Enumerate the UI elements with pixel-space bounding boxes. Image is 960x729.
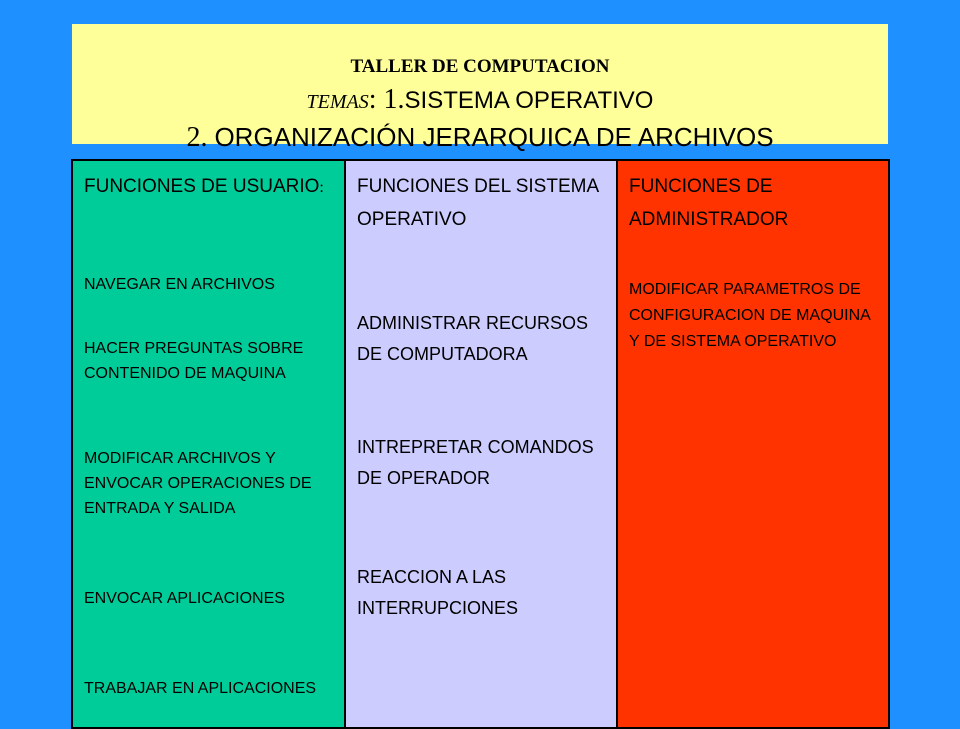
os-function-item: ADMINISTRAR RECURSOS DE COMPUTADORA: [357, 313, 589, 364]
admin-functions-column: [618, 161, 888, 727]
functions-table: [71, 159, 890, 729]
title-box: [72, 24, 888, 153]
admin-function-item: MODIFICAR PARAMETROS DE CONFIGURACION DE MAQUINA Y DE SISTEMA OPERATIVO: [629, 281, 870, 350]
topic-1: SISTEMA OPERATIVO: [404, 87, 654, 114]
user-function-item: MODIFICAR ARCHIVOS Y ENVOCAR OPERACIONES DE ENTRADA Y SALIDA: [84, 450, 312, 517]
topic-2: ORGANIZACIÓN JERARQUICA DE ARCHIVOS: [214, 122, 774, 152]
os-functions-heading: FUNCIONES DEL SISTEMA OPERATIVO: [357, 176, 599, 230]
course-title: TALLER DE COMPUTACION: [350, 56, 610, 77]
os-function-item: INTREPRETAR COMANDOS DE OPERADOR: [357, 437, 594, 488]
os-function-item: REACCION A LAS INTERRUPCIONES: [357, 567, 519, 618]
user-functions-column: [73, 161, 346, 727]
user-functions-heading: FUNCIONES DE USUARIO:: [84, 176, 324, 197]
temas-separator: : 1.: [368, 84, 405, 115]
topics-line-2: [72, 119, 888, 156]
user-function-item: TRABAJAR EN APLICACIONES: [84, 680, 317, 697]
user-function-item: ENVOCAR APLICACIONES: [84, 590, 285, 607]
admin-functions-heading: FUNCIONES DE ADMINISTRADOR: [629, 176, 789, 230]
user-function-item: HACER PREGUNTAS SOBRE CONTENIDO DE MAQUINA: [84, 340, 304, 382]
os-functions-column: [346, 161, 618, 727]
topics-line-1: [72, 83, 888, 119]
topic-2-number: 2.: [186, 122, 215, 153]
user-function-item: NAVEGAR EN ARCHIVOS: [84, 276, 275, 293]
temas-label: TEMAS: [306, 91, 369, 113]
